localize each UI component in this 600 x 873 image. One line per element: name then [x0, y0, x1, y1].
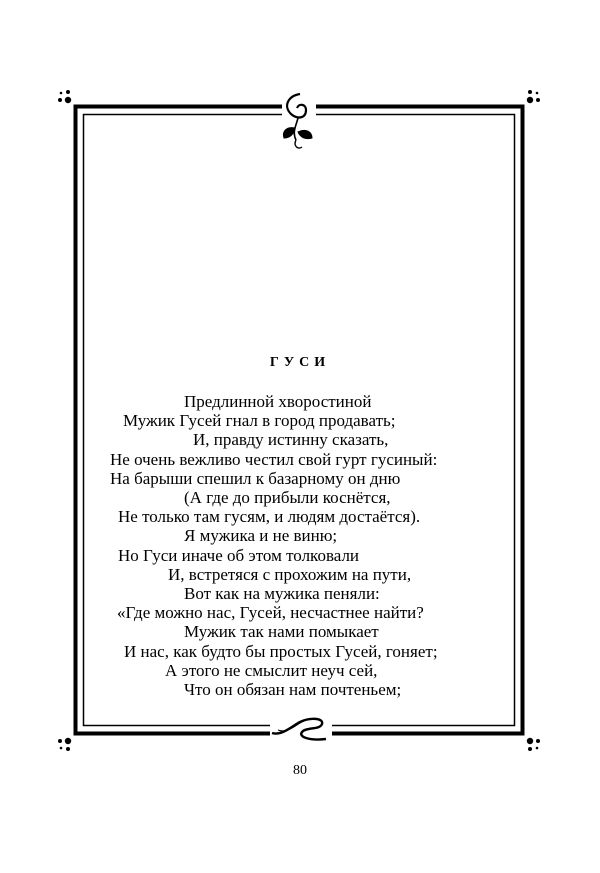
poem-line: (А где до прибыли коснётся,	[184, 488, 391, 507]
leaf-flourish-icon	[282, 94, 316, 148]
poem-line: Не только там гусям, и людям достаётся).	[118, 507, 421, 527]
poem-line: Предлинной хворостиной	[184, 392, 372, 411]
poem-line: На барыши спешил к базарному он дню	[110, 468, 401, 488]
poem-line: Но Гуси иначе об этом толковали	[118, 545, 360, 565]
poem-line: Я мужика и не виню;	[184, 526, 338, 546]
corner-top-right-icon	[527, 90, 540, 103]
poem-line: И нас, как будто бы простых Гусей, гоняет;	[124, 641, 438, 661]
poem-line: «Где можно нас, Гусей, несчастнее найти?	[117, 603, 424, 623]
poem-line: Не очень вежливо честил свой гурт гусиный:	[110, 449, 438, 469]
poem-title: ГУСИ	[269, 355, 331, 370]
corner-bottom-right-icon	[527, 738, 540, 751]
poem-line: И, встретяся с прохожим на пути,	[168, 564, 412, 584]
poem-line: И, правду истинну сказать,	[193, 430, 389, 450]
poem-line: Что он обязан нам почтеньем;	[184, 680, 402, 699]
page-number: 80	[293, 763, 307, 778]
poem-line: Мужик Гусей гнал в город продавать;	[123, 411, 396, 431]
corner-bottom-left-icon	[58, 738, 71, 751]
scroll-flourish-icon	[270, 717, 332, 741]
poem-line: Мужик так нами помыкает	[184, 622, 379, 642]
poem-line: Вот как на мужика пеняли:	[184, 584, 380, 603]
corner-top-left-icon	[58, 90, 71, 103]
poem-line: А этого не смыслит неуч сей,	[165, 660, 378, 680]
